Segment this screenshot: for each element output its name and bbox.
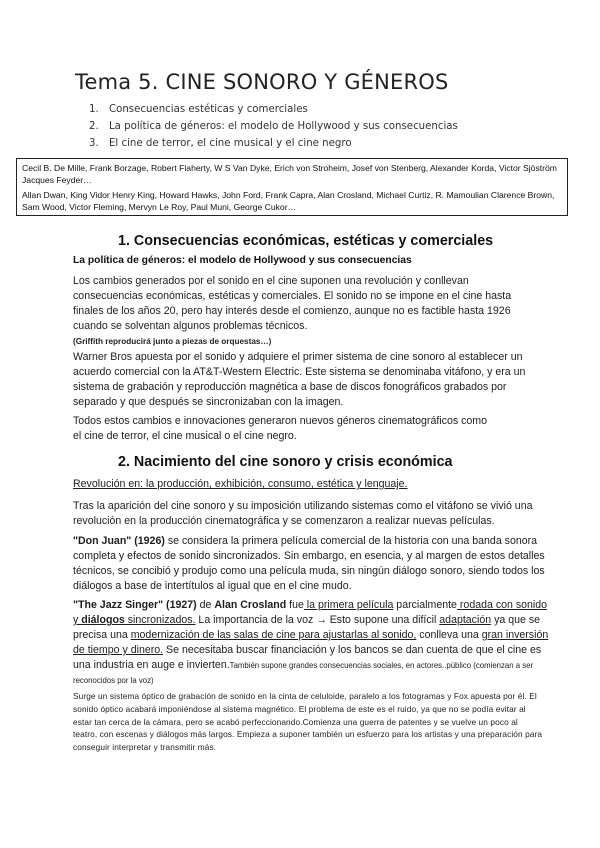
directors-line-1: Cecil B. De Mille, Frank Borzage, Robert Flaherty, W S Van Dyke, Erich von Stroheim, Josef von Stenberg, Alexander Korda, Victor Sjöström Jacques Feyder… <box>22 163 557 185</box>
underlined-text: adaptación <box>439 614 492 626</box>
section-1-paragraph-2: Warner Bros apuesta por el sonido y adquiere el primer sistema de cine sonoro al establecer un acuerdo comercial con la AT&T-Western Electric. Este sistema se denominaba vitáfono, y era un sistema de grabación y reproducción magnética a base de discos fonográficos grabados por separado y que después se sincronizaban con la imagen. <box>73 351 526 408</box>
text-span: Se necesitaba buscar financiación y los bancos se dan cuenta de que el cine es una industria en auge e invierten. <box>73 644 542 671</box>
section-2-heading: 2. Nacimiento del cine sonoro y crisis económica <box>118 454 453 470</box>
directors-box <box>16 158 568 216</box>
griffith-note: (Griffith reproducirá junto a piezas de orquestas…) <box>73 337 272 346</box>
don-juan-text: se considera la primera película comercial de la historia con una banda sonora completa y efectos de sonido sincronizados. Sin embargo, en esencia, y al margen de estos detalles técnicos, se concibió y produjo como una película muda, sin ningún diálogo sonoro, siendo todos los diálogos a base de intertítulos al igual que en el cine mudo. <box>73 535 545 592</box>
revolution-text: Revolución en: la producción, exhibición, consumo, estética y lenguaje. <box>73 478 408 490</box>
section-1-subheading: La política de géneros: el modelo de Hollywood y sus consecuencias <box>73 255 412 266</box>
jazz-singer-paragraph <box>73 598 551 688</box>
bold-text: diálogos <box>81 614 125 626</box>
text-span: parcialmente <box>393 599 457 611</box>
social-note: También supone grandes consecuencias sociales, en actores..público (comienzan a ser reconocidos por la voz) <box>73 661 534 685</box>
outline-item <box>89 135 458 152</box>
directors-line-2: Allan Dwan, King Vidor Henry King, Howard Hawks, John Ford, Frank Capra, Alan Crosland, Michael Curtiz, R. Mamoulian Clarence Brown, Sam Wood, Victor Fleming, Mervyn Le Roy, Paul Muni, George Cukor… <box>22 190 555 212</box>
outline-number: 1. <box>89 104 99 115</box>
optical-sound-paragraph: Surge un sistema óptico de grabación de sonido en la cinta de celuloide, paralelo a los fotogramas y Fox apuesta por él. El sonido óptico acabará imponiéndose al sistema magnético. El problema de este es el ruido, ya que no se podía evitar al estar tan cerca de la cámara, pero se acabó perfeccionando.Comienza una guerra de patentes y se vuelve un poco al teatro, con escenas y diálogos más largos. Empieza a suponer también un esfuerzo para los artistas y una preparación para conseguir interpretar y transmitir más. <box>73 691 543 753</box>
text-span: conlleva una <box>416 629 482 641</box>
revolution-line <box>73 477 408 492</box>
outline-item <box>89 101 458 118</box>
section-1-heading: 1. Consecuencias económicas, estéticas y comerciales <box>118 233 494 249</box>
director-name: Alan Crosland <box>214 599 287 611</box>
text-span: rodada con sonido y <box>73 599 548 626</box>
outline-text: El cine de terror, el cine musical y el cine negro <box>109 138 352 149</box>
underlined-text: la primera película <box>303 599 394 611</box>
section-1-paragraph-3: Todos estos cambios e innovaciones generaron nuevos géneros cinematográficos como el cine de terror, el cine musical o el cine negro. <box>73 415 487 442</box>
outline-text: Consecuencias estéticas y comerciales <box>109 104 308 115</box>
outline-item <box>89 118 458 135</box>
text-span: La importancia de la voz → Esto supone una difícil <box>195 614 440 626</box>
page-title: Tema 5. CINE SONORO Y GÉNEROS <box>75 70 449 94</box>
underlined-text: gran inversión de tiempo y dinero. <box>73 629 549 656</box>
don-juan-title: "Don Juan" (1926) <box>73 535 165 547</box>
topic-outline <box>89 101 458 152</box>
outline-text: La política de géneros: el modelo de Hollywood y sus consecuencias <box>109 121 458 132</box>
outline-number: 3. <box>89 138 99 149</box>
outline-number: 2. <box>89 121 99 132</box>
text-span: sincronizados. <box>124 614 196 626</box>
paragraph-text: Los cambios generados por el sonido en el cine suponen una revolución y conllevan consecuencias económicas, estéticas y comerciales. El sonido no se impone en el cine hasta finales de los años 20, pero hay interés desde el comienzo, aunque no es factible hasta 1926 cuando se solventan algunos problemas técnicos. <box>73 275 512 332</box>
underlined-text: modernización de las salas de cine para ajustarlas al sonido, <box>130 629 417 641</box>
don-juan-paragraph <box>73 534 551 594</box>
text-span: de <box>196 599 215 611</box>
section-1-paragraph-1 <box>73 274 533 349</box>
text-span: fue <box>286 599 304 611</box>
section-2-paragraph-1: Tras la aparición del cine sonoro y su imposición utilizando sistemas como el vitáfono se vivió una revolución en la producción cinematográfica y se comenzaron a realizar nuevas películas. <box>73 500 533 527</box>
jazz-singer-title: "The Jazz Singer" (1927) <box>73 599 197 611</box>
text-span: ya que se precisa una <box>73 614 541 641</box>
